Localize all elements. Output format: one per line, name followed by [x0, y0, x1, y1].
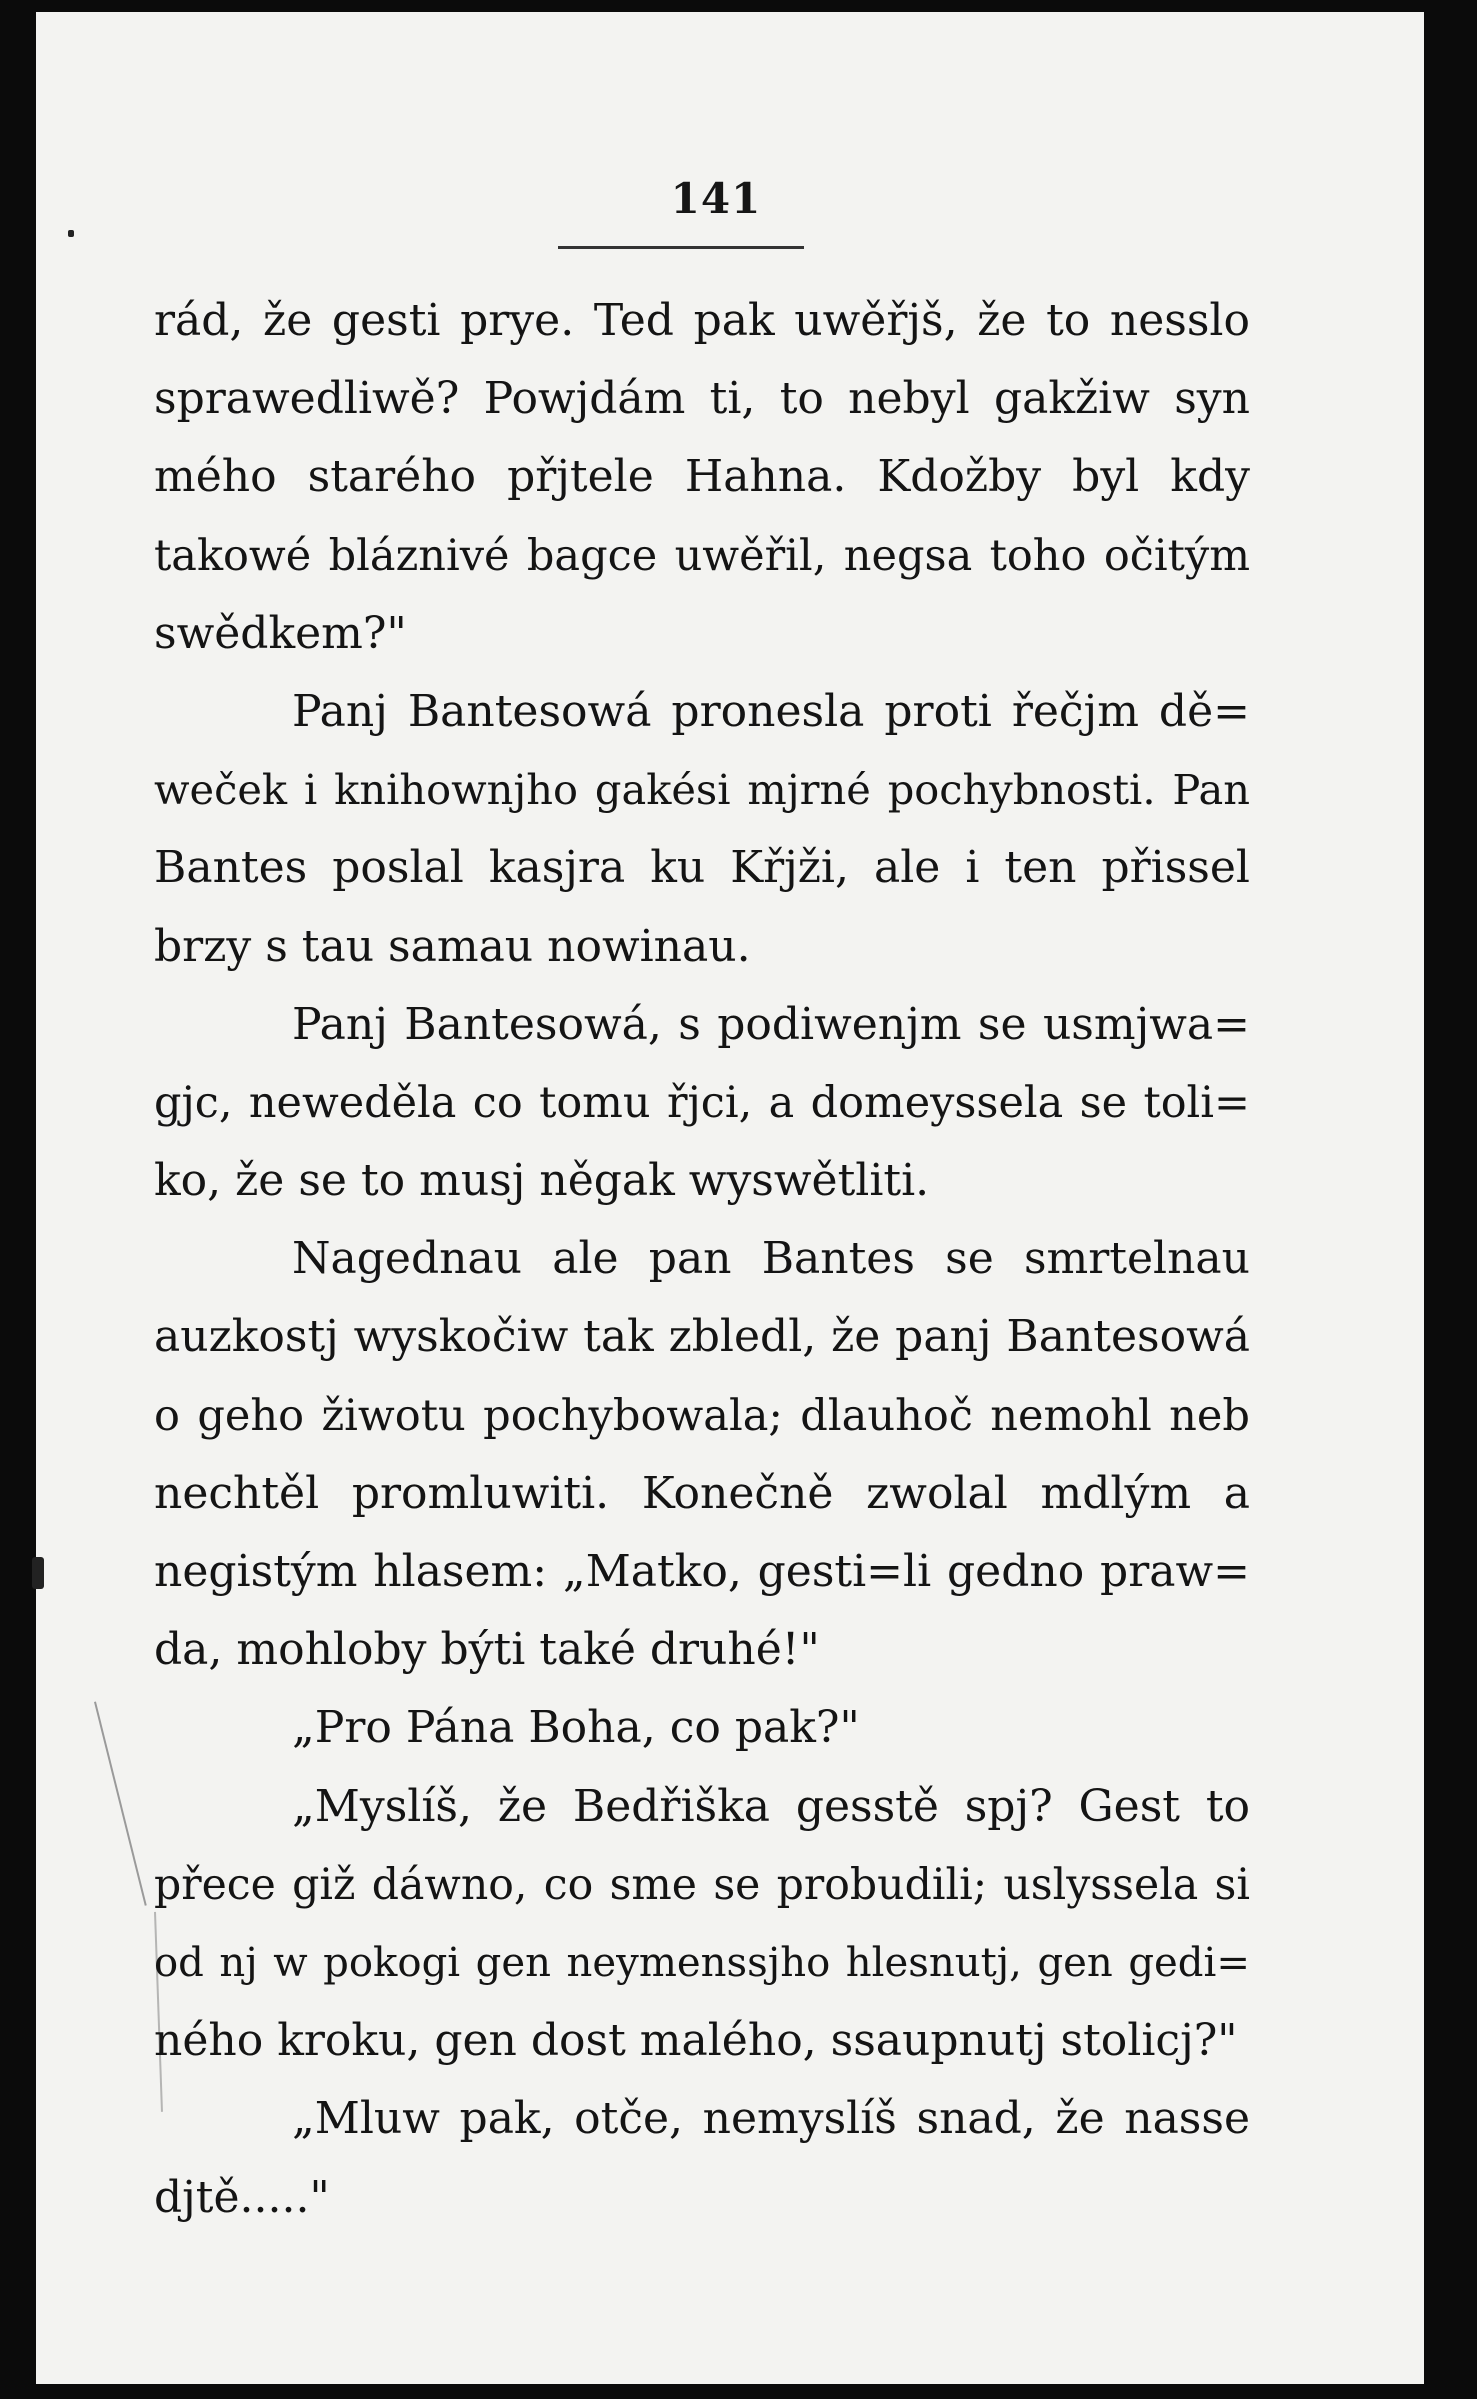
page-number-rule	[558, 246, 804, 249]
text-line: rád, že gesti prye. Ted pak uwěřjš, že to nesslo	[154, 295, 1250, 346]
text-line: mého starého přjtele Hahna. Kdožby byl kdy	[154, 451, 1250, 503]
text-line: Nagednau ale pan Bantes se smrtelnau	[292, 1233, 1250, 1285]
text-line: o geho žiwotu pochybowala; dlauhoč nemohl neb	[154, 1390, 1250, 1441]
text-line: ko, že se to musj něgak wyswětliti.	[154, 1155, 930, 1207]
book-page	[36, 12, 1424, 2384]
text-line: auzkostj wyskočiw tak zbledl, že panj Bantesowá	[154, 1311, 1250, 1363]
text-line: „Mluw pak, otče, nemyslíš snad, že nasse	[292, 2093, 1250, 2145]
text-line: „Pro Pána Boha, co pak?"	[292, 1702, 860, 1754]
binding-blot	[32, 1557, 44, 1589]
text-line: weček i knihownjho gakési mjrné pochybnosti. Pan	[154, 765, 1250, 815]
body-text	[154, 282, 1250, 2237]
paper-crease	[94, 1702, 147, 1906]
text-line: ného kroku, gen dost malého, ssaupnutj stolicj?"	[154, 2015, 1238, 2067]
text-line: Bantes poslal kasjra ku Křjži, ale i ten přissel	[154, 842, 1250, 894]
text-line: od nj w pokogi gen neymenssjho hlesnutj, gen gedi=	[154, 1939, 1250, 1986]
text-line: gjc, neweděla co tomu řjci, a domeyssela se toli=	[154, 1077, 1250, 1128]
text-line: djtě....."	[154, 2171, 330, 2223]
text-line: přece giž dáwno, co sme se probudili; uslyssela si	[154, 1859, 1250, 1910]
text-line: Panj Bantesowá pronesla proti řečjm dě=	[292, 685, 1250, 737]
ink-speck	[68, 230, 74, 237]
text-line: da, mohloby býti také druhé!"	[154, 1624, 820, 1676]
text-line: swědkem?"	[154, 607, 407, 659]
text-line: sprawedliwě? Powjdám ti, to nebyl gakžiw syn	[154, 373, 1250, 425]
text-line: nechtěl promluwiti. Konečně zwolal mdlým a	[154, 1467, 1250, 1519]
text-line: takowé bláznivé bagce uwěřil, negsa toho očitým	[154, 530, 1250, 581]
text-line: „Myslíš, že Bedřiška gesstě spj? Gest to	[292, 1780, 1250, 1832]
text-line: Panj Bantesowá, s podiwenjm se usmjwa=	[292, 998, 1250, 1050]
text-line: brzy s tau samau nowinau.	[154, 920, 751, 972]
text-line: negistým hlasem: „Matko, gesti=li gedno praw=	[154, 1546, 1250, 1597]
page-number: 141	[670, 174, 762, 223]
